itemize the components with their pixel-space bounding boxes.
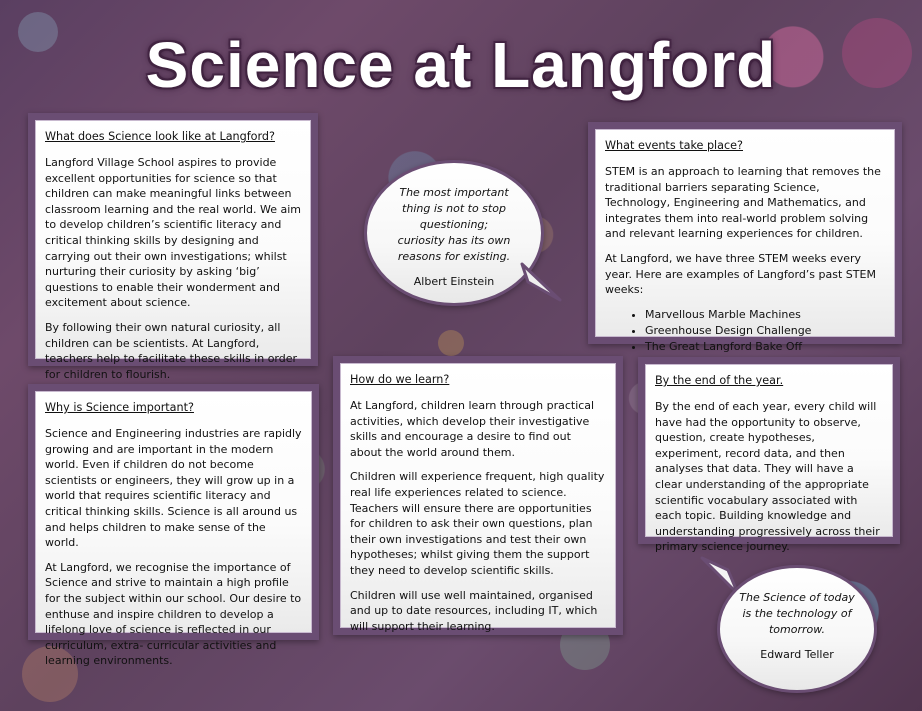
list-item: • Greenhouse Design Challenge: [645, 323, 885, 339]
paragraph: Children will use well maintained, organised and up to date resources, including IT, which will support their learning.: [350, 588, 598, 633]
page-title: Science at Langford: [145, 29, 777, 101]
paragraph: Children will experience frequent, high quality real life experiences related to science. Teachers will ensure there are opportunities for children to ask their own questions, plan their own investigations and test their own hypotheses; whilst giving them the support they need to develop scientific skills.: [350, 470, 605, 577]
panel-events: [588, 122, 902, 353]
paragraph: At Langford, we have three STEM weeks every year. Here are examples of Langford’s past STEM weeks:: [605, 251, 876, 297]
quote-author: Albert Einstein: [413, 275, 495, 288]
panel-what-science: [28, 113, 318, 381]
paragraph: By following their own natural curiosity, all children can be scientists. At Langford, teachers help to facilitate these skills in order for children to flourish.: [45, 320, 298, 381]
decor-atom: [438, 330, 464, 356]
quote-text: The most important thing is not to stop questioning; curiosity has its own reasons for existing.: [397, 186, 511, 263]
panel-heading: How do we learn?: [350, 373, 450, 386]
stem-weeks-list: [619, 307, 885, 355]
paragraph: By the end of each year, every child will have had the opportunity to observe, question, create hypotheses, experiment, record data, and then analyses that data. They will have a clear understanding of the appropriate scientific vocabulary associated with each topic. Building knowledge and understanding progressively across their primary science journey.: [655, 400, 880, 554]
panel-heading: What does Science look like at Langford?: [45, 130, 275, 143]
paragraph: At Langford, children learn through practical activities, which develop their investigative skills and encourage a desire to find out about the world around them.: [350, 399, 595, 459]
quote-bubble-teller: [717, 565, 877, 693]
panel-how-learn: [333, 356, 623, 635]
panel-heading: What events take place?: [605, 139, 743, 152]
panel-heading: By the end of the year.: [655, 374, 784, 387]
paragraph: STEM is an approach to learning that removes the traditional barriers separating Science, Technology, Engineering and Mathematics, and integrates them into real-world problem solving and relevant learning experiences for children.: [605, 165, 881, 241]
paragraph: Science and Engineering industries are rapidly growing and are important in the modern world. Even if children do not become scientists or engineers, they will grow up in a world that requires scientific literacy and critical thinking skills. Science is all around us and helps children to make sense of the world.: [45, 427, 302, 550]
speech-bubble-tail: [520, 262, 564, 304]
quote-text: The Science of today is the technology of tomorrow.: [739, 591, 855, 636]
quote-bubble-einstein: [364, 160, 544, 306]
panel-heading: Why is Science important?: [45, 401, 194, 414]
panel-why-important: [28, 384, 319, 668]
panel-end-of-year: [638, 357, 900, 554]
list-item: • Marvellous Marble Machines: [645, 307, 885, 323]
paragraph: Langford Village School aspires to provide excellent opportunities for science so that children can make meaningful links between classroom learning and the real world. We aim to develop children’s scientific literacy and critical thinking skills by designing and carrying out their own investigations; whilst nurturing their curiosity by asking ‘big’ questions to enable their wonderment and excitement about science.: [45, 156, 302, 310]
quote-author: Edward Teller: [760, 648, 834, 661]
paragraph: At Langford, we recognise the importance of Science and strive to maintain a high profile for the subject within our school. Our desire to enthuse and inspire children to develop a lifelong love of science is reflected in our curriculum, extra- curricular activities and learning environments.: [45, 560, 302, 668]
list-item: • The Great Langford Bake Off: [645, 339, 885, 355]
